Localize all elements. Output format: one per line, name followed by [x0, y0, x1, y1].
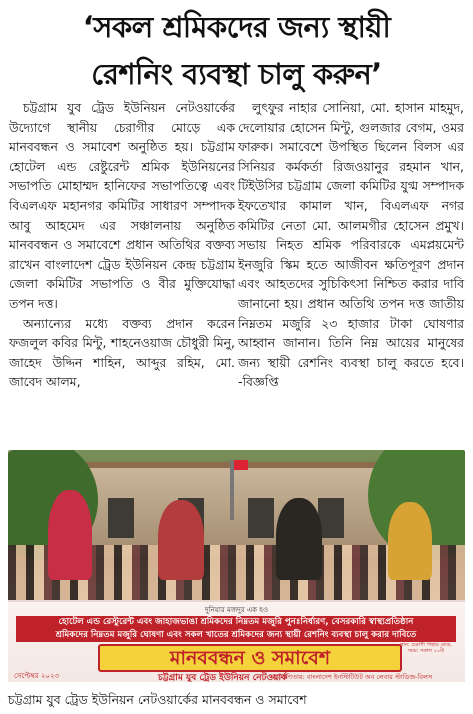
photo-flag: [230, 460, 234, 520]
banner-subtitle-line-1: হোটেল এন্ড রেস্টুরেন্ট এবং জাহাজভাঙা শ্রমিকদের নিম্নতম মজুরি পুনঃনির্ধারণ, বেসরকারি স্বাস্থ্যপ্রতিষ্ঠান: [58, 617, 414, 627]
banner-subtitle: [16, 616, 456, 642]
news-photo: [8, 450, 465, 682]
photo-caption: চট্টগ্রাম যুব ট্রেড ইউনিয়ন নেটওয়ার্কের মানববন্ধন ও সমাবেশ: [8, 692, 307, 707]
banner-date: সেপ্টেম্বর ২০২৩: [14, 672, 60, 680]
banner-support: সহযোগিতায়: বাংলাদেশ ইনস্টিটিউট অব লেবার স্টাডিজ-বিলস: [270, 673, 433, 681]
headline-line-1: ‘সকল শ্রমিকদের জন্য স্থায়ী: [82, 10, 391, 44]
headline: [0, 4, 473, 98]
banner-venue-note: স্থান: চেরাগী পাহাড় মোড়, সময়: সকাল ১০টা: [400, 642, 452, 654]
article-column-right: [238, 98, 464, 392]
banner-topline: দুনিয়ার মজদুর এক হও: [204, 606, 269, 614]
banner-subtitle-line-2: শ্রমিকদের নিম্নতম মজুরি ঘোষণা এবং সকল খাতের শ্রমিকদের জন্য স্থায়ী রেশনিং ব্যবস্থা চালু করার দাবিতে: [55, 630, 417, 640]
photo-person: [388, 502, 432, 580]
banner-main-text: মানববন্ধন ও সমাবেশ: [98, 644, 402, 672]
article-paragraph: লুৎফুর নাহার সোনিয়া, মো. হাসান মাহমুদ, দেলোয়ার হোসেন মিন্টু, গুলজার বেগম, ওমর ফারুক। সমাবেশে উপস্থিত ছিলেন বিলস এর সিনিয়র কর্মকর্তা রিজওয়ানুর রহমান খান, টিইউসির চট্টগ্রাম জেলা কমিটির যুগ্ম সম্পাদক ইফতেখার কামাল খান, বিএলএফ নগর কমিটির নেতা মো. আলমগীর হোসেন প্রমুখ। সভায় নিহত শ্রমিক পরিবারকে এমপ্লয়মেন্ট ইনজুরি স্কিম হতে আজীবন ক্ষতিপূরণ প্রদান এবং আহতদের সুচিকিৎসা নিশ্চিত করার দাবি জানানো হয়। প্রধান অতিথি তপন দত্ত জাতীয় নিম্নতম মজুরি ২৩ হাজার টাকা ঘোষণার আহ্বান জানান। তিনি নিম্ন আয়ের মানুষের জন্য স্থায়ী রেশনিং ব্যবস্থা চালু করতে হবে। -বিজ্ঞপ্তি: [238, 100, 464, 390]
photo-person: [276, 498, 322, 580]
photo-person: [158, 500, 204, 580]
photo-person: [48, 490, 92, 580]
headline-line-2: রেশনিং ব্যবস্থা চালু করুন’: [91, 57, 382, 91]
article-column-left: [9, 98, 235, 392]
banner-organization: চট্টগ্রাম যুব ট্রেড ইউনিয়ন নেটওয়ার্ক: [158, 673, 288, 682]
article-paragraph: চট্টগ্রাম যুব ট্রেড ইউনিয়ন নেটওয়ার্কের উদ্যোগে স্থানীয় চেরাগীর মোড়ে এক মানববন্ধন ও সমাবেশ অনুষ্ঠিত হয়। চট্টগ্রাম হোটেল এন্ড রেষ্টুরেন্ট শ্রমিক ইউনিয়নের সভাপতি মোহাম্মদ হানিফের সভাপতিত্বে এবং বিএলএফ মহানগর কমিটির সাধারণ সম্পাদক আবু আহমেদ এর সঞ্চালনায় অনুষ্ঠিত মানববন্ধন ও সমাবেশে প্রধান অতিথির বক্তব্য রাখেন বাংলাদেশ ট্রেড ইউনিয়ন কেন্দ্র চট্টগ্রাম জেলা কমিটির সভাপতি ও বীর মুক্তিযোদ্ধা তপন দত্ত।: [9, 100, 235, 311]
article-paragraph: অন্যান্যের মধ্যে বক্তব্য প্রদান করেন ফজলুল কবির মিন্টু, শাহনেওয়াজ চৌধুরী মিনু, জাহেদ উদ্দিন শাহিন, আব্দুর রহিম, মো. জাবেদ আলম,: [9, 315, 235, 390]
protest-banner: [8, 600, 465, 682]
